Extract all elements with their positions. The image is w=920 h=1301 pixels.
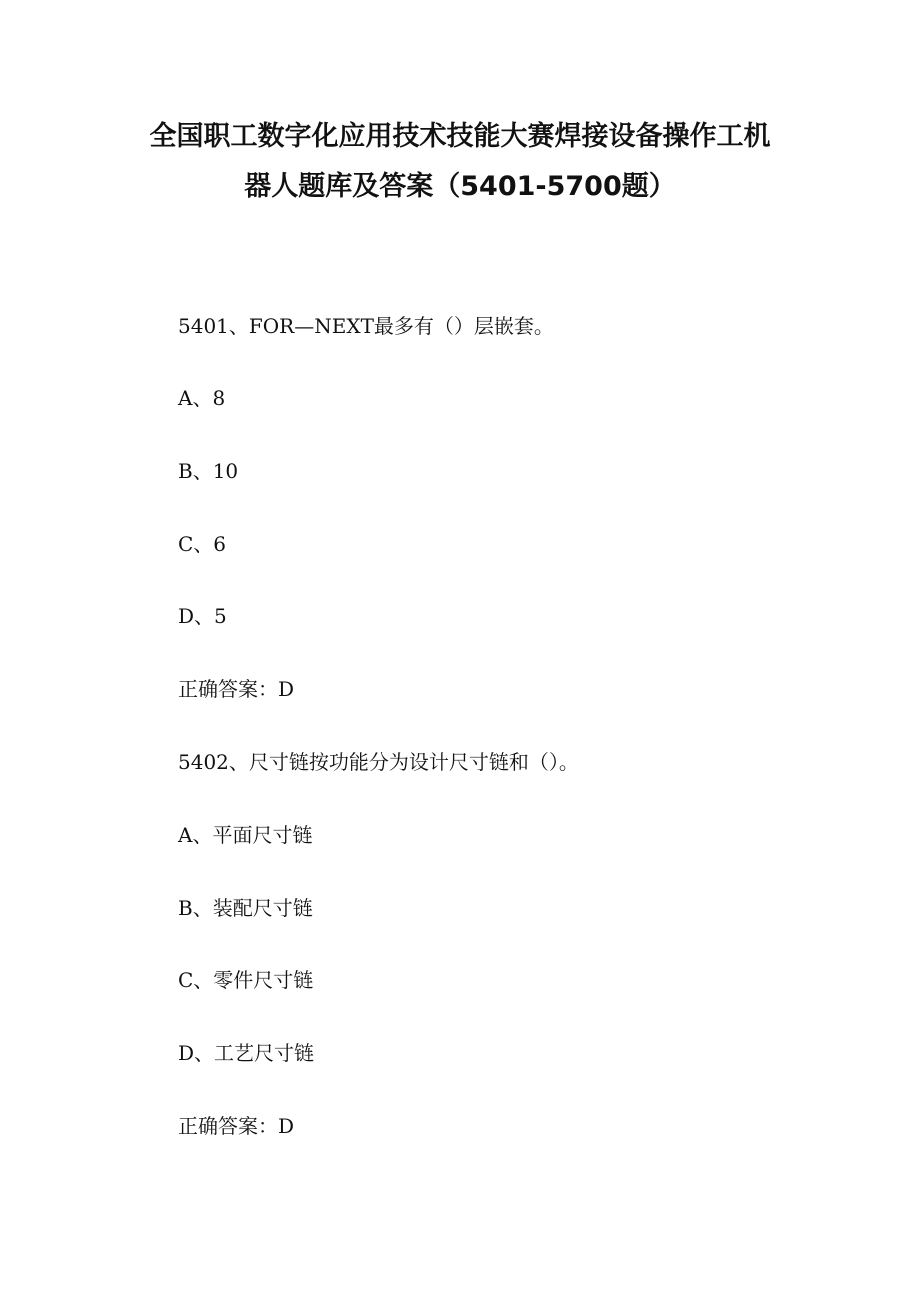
option-b: B、10: [178, 459, 239, 483]
option-c: C、6: [178, 532, 227, 556]
option-a: A、8: [178, 386, 226, 410]
option-d: D、5: [178, 604, 227, 628]
question-text: 5401、FOR—NEXT最多有（）层嵌套。: [178, 314, 554, 338]
option-a: A、平面尺寸链: [178, 823, 313, 847]
correct-answer: 正确答案：D: [178, 1114, 295, 1138]
question-text: 5402、尺寸链按功能分为设计尺寸链和（）。: [178, 750, 579, 774]
option-b: B、装配尺寸链: [178, 896, 313, 920]
option-c: C、零件尺寸链: [178, 968, 314, 992]
option-d: D、工艺尺寸链: [178, 1041, 315, 1065]
document-title-line2: 器人题库及答案（5401-5700题）: [244, 171, 676, 202]
document-title-line1: 全国职工数字化应用技术技能大赛焊接设备操作工机: [149, 121, 771, 152]
correct-answer: 正确答案：D: [178, 677, 295, 701]
